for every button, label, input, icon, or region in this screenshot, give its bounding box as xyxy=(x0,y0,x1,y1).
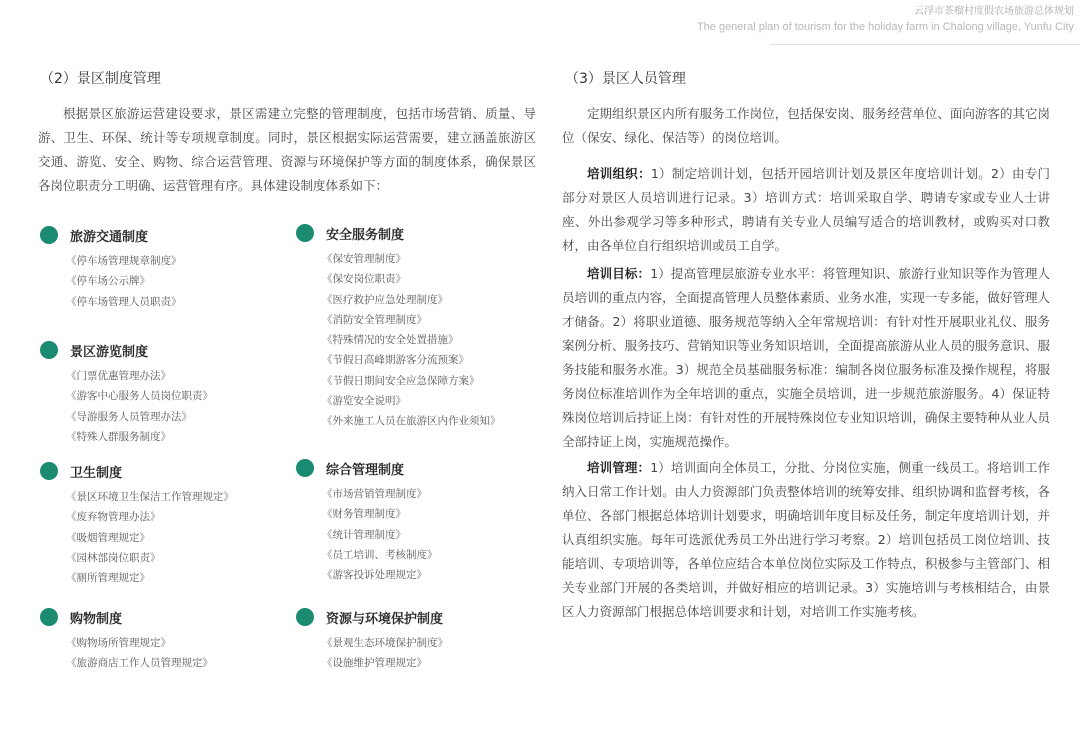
regulation-item: 《导游服务人员管理办法》 xyxy=(66,410,192,423)
regulation-item: 《厕所管理规定》 xyxy=(66,572,150,585)
regulation-item: 《特殊情况的安全处置措施》 xyxy=(322,334,459,347)
training-management-paragraph xyxy=(562,456,1050,624)
training-organization-label: 培训组织： xyxy=(587,166,651,181)
regulation-item: 《购物场所管理规定》 xyxy=(66,637,171,649)
regulation-item: 《吸烟管理规定》 xyxy=(66,531,150,544)
staff-management-intro: 定期组织景区内所有服务工作岗位，包括保安岗、服务经营单位、面向游客的其它岗位（保安、绿化、保洁等）的岗位培训。 xyxy=(562,106,1050,145)
regulation-item: 《外来施工人员在旅游区内作业须知》 xyxy=(322,415,501,428)
regulation-item: 《停车场管理人员职责》 xyxy=(66,295,182,308)
regulation-item: 《旅游商店工作人员管理规定》 xyxy=(66,657,213,670)
regulation-item: 《停车场管理规章制度》 xyxy=(66,255,182,267)
category-general-management xyxy=(296,458,536,585)
system-management-intro: 根据景区旅游运营建设要求，景区需建立完整的管理制度，包括市场营销、质量、导游、卫生、环保、统计等专项规章制度。同时，景区根据实际运营需要，建立涵盖旅游区交通、游览、安全、购物、综合运营管理、资源与环境保护等方面的制度体系，确保景区各岗位职责分工明确、运营管理有序。具体建设制度体系如下： xyxy=(38,106,536,193)
regulation-item: 《医疗救护应急处理制度》 xyxy=(322,293,448,306)
category-bullet-icon xyxy=(40,462,58,480)
regulation-item: 《停车场公示牌》 xyxy=(66,275,150,288)
regulation-item: 《市场营销管理制度》 xyxy=(322,488,427,500)
category-hygiene xyxy=(40,461,280,588)
training-goal-paragraph xyxy=(562,262,1050,454)
regulation-item: 《废弃物管理办法》 xyxy=(66,511,161,524)
header-title-en: The general plan of tourism for the holiday farm in Chalong village, Yunfu City xyxy=(696,21,1074,33)
category-title: 资源与环境保护制度 xyxy=(326,611,444,627)
category-tour-traffic xyxy=(40,225,280,312)
regulation-item: 《门票优惠管理办法》 xyxy=(66,370,171,382)
category-bullet-icon xyxy=(40,341,58,359)
regulation-item: 《设施维护管理规定》 xyxy=(322,657,427,670)
category-bullet-icon xyxy=(296,608,314,626)
regulation-item: 《游览安全说明》 xyxy=(322,395,406,408)
regulation-item: 《游客投诉处理规定》 xyxy=(322,569,427,582)
category-bullet-icon xyxy=(40,226,58,244)
category-bullet-icon xyxy=(40,608,58,626)
regulation-item: 《景区环境卫生保洁工作管理规定》 xyxy=(66,491,234,503)
regulation-item: 《统计管理制度》 xyxy=(322,528,406,541)
training-goal-text: 1）提高管理层旅游专业水平：将管理知识、旅游行业知识等作为管理人员培训的重点内容，全面提高管理人员整体素质、业务水准，实现一专多能，做好管理人才储备。2）将职业道德、服务规范等纳入全年常规培训：有针对性开展职业礼仪、服务案例分析、服务技巧、营销知识等业务知识培训，全面提高旅游从业人员的服务意识、服务技能和服务水准。3）规范全员基础服务标准：编制各岗位服务标准及操作规程，将服务岗位标准培训作为全年培训的重点，实施全员培训，进一步规范旅游服务。4）保证特殊岗位培训后持证上岗：有针对性的开展特殊岗位专业知识培训，确保主要特种从业人员全部持证上岗，实施规范操作。 xyxy=(562,266,1050,449)
regulation-item: 《消防安全管理制度》 xyxy=(322,313,427,326)
regulation-item: 《保安管理制度》 xyxy=(322,253,406,265)
category-bullet-icon xyxy=(296,459,314,477)
header-title-cn: 云浮市茶榴村度假农场旅游总体规划 xyxy=(914,6,1074,17)
training-goal-label: 培训目标： xyxy=(587,266,651,281)
training-organization-text: 1）制定培训计划，包括开园培训计划及景区年度培训计划。2）由专门部分对景区人员培训进行记录。3）培训方式：培训采取自学、聘请专家或专业人士讲座、外出参观学习等多种形式，聘请有关专业人员编写适合的培训教材，或购买对口教材，由各单位自行组织培训或员工自学。 xyxy=(562,166,1050,253)
category-resource-environment xyxy=(296,607,536,674)
category-title: 卫生制度 xyxy=(70,465,123,481)
category-tour-visit xyxy=(40,340,280,447)
category-title: 安全服务制度 xyxy=(326,227,405,243)
regulation-item: 《节假日期间安全应急保障方案》 xyxy=(322,374,480,387)
section-title-staff-management: （3）景区人员管理 xyxy=(565,71,686,87)
regulation-item: 《员工培训、考核制度》 xyxy=(322,548,438,561)
category-safety-service xyxy=(296,223,536,432)
regulation-item: 《游客中心服务人员岗位职责》 xyxy=(66,390,213,403)
category-title: 景区游览制度 xyxy=(70,344,149,360)
regulation-item: 《特殊人群服务制度》 xyxy=(66,430,171,443)
regulation-item: 《节假日高峰期游客分流预案》 xyxy=(322,354,469,367)
training-management-text: 1）培训面向全体员工，分批、分岗位实施，侧重一线员工。将培训工作纳入日常工作计划。由人力资源部门负责整体培训的统筹安排、组织协调和监督考核，各单位、各部门根据总体培训计划要求，明确培训年度目标及任务，制定年度培训计划，并认真组织实施。每年可选派优秀员工外出进行学习考察。2）培训包括员工岗位培训、技能培训、专项培训等，各单位应结合本单位岗位实际及工作特点，积极参与主管部门、相关专业部门开展的各类培训，并做好相应的培训记录。3）实施培训与考核相结合，由景区人力资源部门根据总体培训要求和计划，对培训工作实施考核。 xyxy=(562,460,1050,619)
category-bullet-icon xyxy=(296,224,314,242)
regulation-item: 《财务管理制度》 xyxy=(322,508,406,521)
regulation-item: 《园林部岗位职责》 xyxy=(66,551,161,564)
category-shopping xyxy=(40,607,280,674)
training-organization-paragraph xyxy=(562,162,1050,258)
category-title: 旅游交通制度 xyxy=(70,229,149,245)
regulation-item: 《景观生态环境保护制度》 xyxy=(322,637,448,649)
section-title-system-management: （2）景区制度管理 xyxy=(40,71,161,87)
category-title: 购物制度 xyxy=(70,611,123,627)
regulation-item: 《保安岗位职责》 xyxy=(322,273,406,286)
category-title: 综合管理制度 xyxy=(326,462,405,478)
training-management-label: 培训管理： xyxy=(587,460,651,475)
header-divider xyxy=(770,44,1080,45)
